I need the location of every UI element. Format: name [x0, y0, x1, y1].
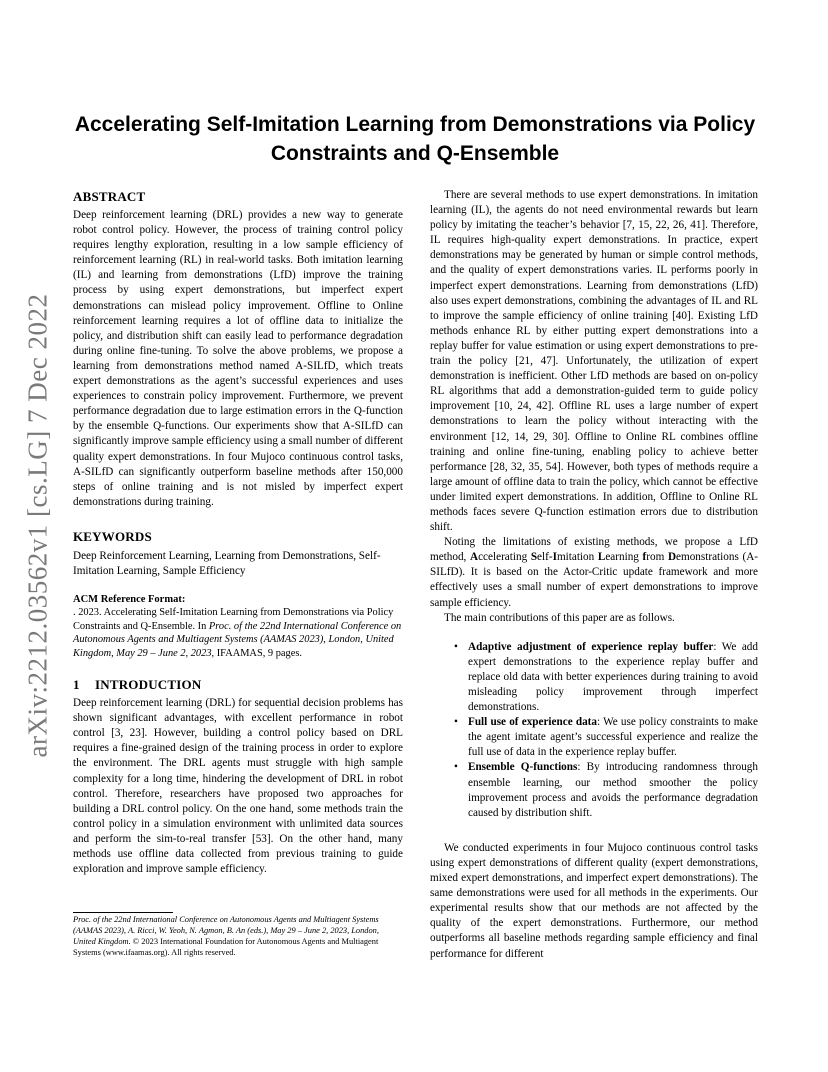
contribution-text: : We add expert demonstrations to the experience replay buffer and replace old data with better experiences during training to avoid misleading policy improvement through imperfect demonstrations. [468, 640, 758, 714]
contribution-text: : By introducing randomness through ensemble learning, our method smoother the policy improvement process and avoids the performance degradation caused by distribution shift. [468, 761, 758, 819]
method-name-part: I [552, 551, 557, 564]
method-name-part: mitation [556, 551, 598, 564]
footnote-copyright: © 2023 International Foundation for Autonomous Agents and Multiagent Systems (www.ifaamas.org). All rights reserved. [73, 937, 379, 957]
method-name-part: earning [605, 551, 643, 564]
acm-reference-text [73, 606, 403, 660]
method-name-part: L [597, 551, 606, 564]
acm-reference-heading: ACM Reference Format: [73, 594, 186, 606]
footnote-venue: Proc. of the 22nd International Conference on Autonomous Agents and Multiagent Systems (AAMAS 2023), A. Ricci, W. Yeoh, N. Agmon, B. An (eds.), May 29 – June 2, 2023, London, United Kingdom. [73, 915, 379, 946]
contribution-label: Adaptive adjustment of experience replay buffer [468, 640, 714, 653]
contribution-label: Full use of experience data [468, 716, 597, 729]
introduction-number: 1 [73, 677, 80, 693]
contribution-text: : We use policy constraints to make the agent imitate agent’s successful experience and realize the full use of data in the experience replay buffer. [468, 716, 758, 759]
contribution-item [452, 640, 758, 715]
method-name-part: D [667, 551, 677, 564]
method-description-text: (A-SILfD). It is based on the Actor-Critic update framework and more effectively uses a small number of expert demonstrations to improve sample efficiency. [430, 551, 759, 609]
method-name-part: A [470, 551, 479, 564]
footnote-divider [73, 912, 173, 913]
method-name-part: ccelerating [478, 551, 531, 564]
method-name-part: emonstrations [676, 551, 739, 564]
method-full-name [470, 551, 739, 563]
method-name-part: rom [646, 551, 668, 564]
paper-title: Accelerating Self-Imitation Learning from Demonstrations via Policy Constraints and Q-Ensemble [74, 113, 756, 165]
acm-reference-plain: . 2023. Accelerating Self-Imitation Learning from Demonstrations via Policy Constraints and Q-Ensemble. In [73, 607, 394, 632]
right-paragraph-3: The main contributions of this paper are as follows. [444, 611, 675, 624]
right-paragraph-1: There are several methods to use expert demonstrations. In imitation learning (IL), the agents do not need environmental rewards but learn policy by imitating the teacher’s behavior [7, 15, 22, 26, 41]. Therefore, IL requires high-quality expert demonstrations. In practice, expert demonstrations may be generated by human or simple control methods, and the quality of expert demonstrations varies. IL performs poorly in imperfect expert demonstrations. Learning from demonstrations (LfD) also uses expert demonstrations, combining the advantages of IL and RL to improve the sample efficiency of online training [40]. Existing LfD methods enhance RL by either putting expert demonstrations into a replay buffer for value estimation or using expert demonstrations to pre-train the policy [21, 47]. Unfortunately, the utilization of expert demonstration is inefficient. Other LfD methods are based on on-policy RL algorithms that add a demonstration-guided term to guide policy improvement [10, 24, 42]. Offline RL uses a large number of expert demonstrations to learn the policy without interacting with the environment [12, 14, 29, 30]. Offline to Online RL combines offline training and online fine-tuning, enabling policy to achieve better performance [28, 32, 35, 54]. However, both types of methods require a large amount of offline data to train the policy, which cannot be effective under limited expert demonstrations. In addition, Offline to Online RL methods faces severe Q-function estimation errors due to distribution shift. [430, 189, 758, 534]
method-name-part: f [642, 551, 647, 564]
left-column [73, 188, 403, 877]
contribution-item [452, 760, 758, 820]
introduction-heading [73, 676, 403, 694]
contributions-list [430, 640, 758, 821]
acm-reference-tail: IFAAMAS, 9 pages. [214, 647, 302, 659]
right-paragraph-2 [430, 535, 758, 610]
bullet-icon: • [454, 640, 458, 653]
introduction-title: INTRODUCTION [95, 677, 202, 693]
abstract-text: Deep reinforcement learning (DRL) provides a new way to generate robot control policy. However, the process of training control policy requires lengthy exploration, resulting in a low sample efficiency of reinforcement learning (RL) in real-world tasks. Both imitation learning (IL) and learning from demonstrations (LfD) improve the training process by using expert demonstrations, but imperfect expert demonstrations can mislead policy improvement. Offline to Online reinforcement learning requires a lot of offline data to initialize the policy, and distribution shift can easily lead to performance degradation during online fine-tuning. To solve the above problems, we propose a learning from demonstrations method named A-SILfD, which treats expert demonstrations as the agent’s successful experiences and uses experiences to constrain policy improvement. Furthermore, we prevent performance degradation due to large estimation errors in the Q-function by the ensemble Q-functions. Our experiments show that A-SILfD can significantly improve sample efficiency using a small number of different quality expert demonstrations. In four Mujoco continuous control tasks, A-SILfD can significantly outperform baseline methods after 150,000 steps of online training and is not misled by imperfect expert demonstrations during training. [73, 209, 403, 508]
keywords-heading: KEYWORDS [73, 528, 152, 544]
acm-reference-venue: Proc. of the 22nd International Conference on Autonomous Agents and Multiagent Systems (AAMAS 2023), London, United Kingdom, May 29 – June 2, 2023, [73, 620, 402, 659]
contribution-label: Ensemble Q-functions [468, 761, 578, 774]
keywords-text: Deep Reinforcement Learning, Learning from Demonstrations, Self-Imitation Learning, Sample Efficiency [73, 549, 381, 577]
method-intro-text: Noting the limitations of existing methods, we propose a LfD method, [430, 536, 758, 564]
introduction-text: Deep reinforcement learning (DRL) for sequential decision problems has shown significant advantages, with excellent performance in robot control [3, 23]. However, building a control policy based on DRL requires a fine-grained design of the training process in order to explore the environment. The DRL agents must struggle with high sample complexity for a long time, hindering the development of DRL in robot control. Therefore, researchers have proposed two approaches for building a DRL control policy. On the one hand, some methods train the control policy in a simulation environment with unlimited data sources and perform the sim-to-real transfer [53]. On the other hand, many methods use offline data collected from previous training to guide exploration and improve sample efficiency. [73, 697, 403, 876]
right-paragraph-4: We conducted experiments in four Mujoco continuous control tasks using expert demonstrations of different quality (expert demonstrations, mixed expert demonstrations, and imperfect expert demonstrations). The same demonstrations were used for all methods in the experiments. Our experimental results show that our methods are not affected by the quality of the expert demonstrations. Furthermore, our method outperforms all baseline methods regarding sample efficiency and final performance for different [430, 841, 758, 960]
contribution-item [452, 715, 758, 760]
method-name-part: S [530, 551, 538, 564]
footnote [73, 914, 403, 958]
right-column [430, 188, 758, 962]
abstract-heading: ABSTRACT [73, 189, 146, 204]
bullet-icon: • [454, 716, 458, 729]
bullet-icon: • [454, 761, 458, 774]
method-name-part: elf- [537, 551, 553, 564]
arxiv-identifier-text: arXiv:2212.03562v1 [cs.LG] 7 Dec 2022 [22, 293, 53, 757]
arxiv-identifier [18, 290, 58, 760]
